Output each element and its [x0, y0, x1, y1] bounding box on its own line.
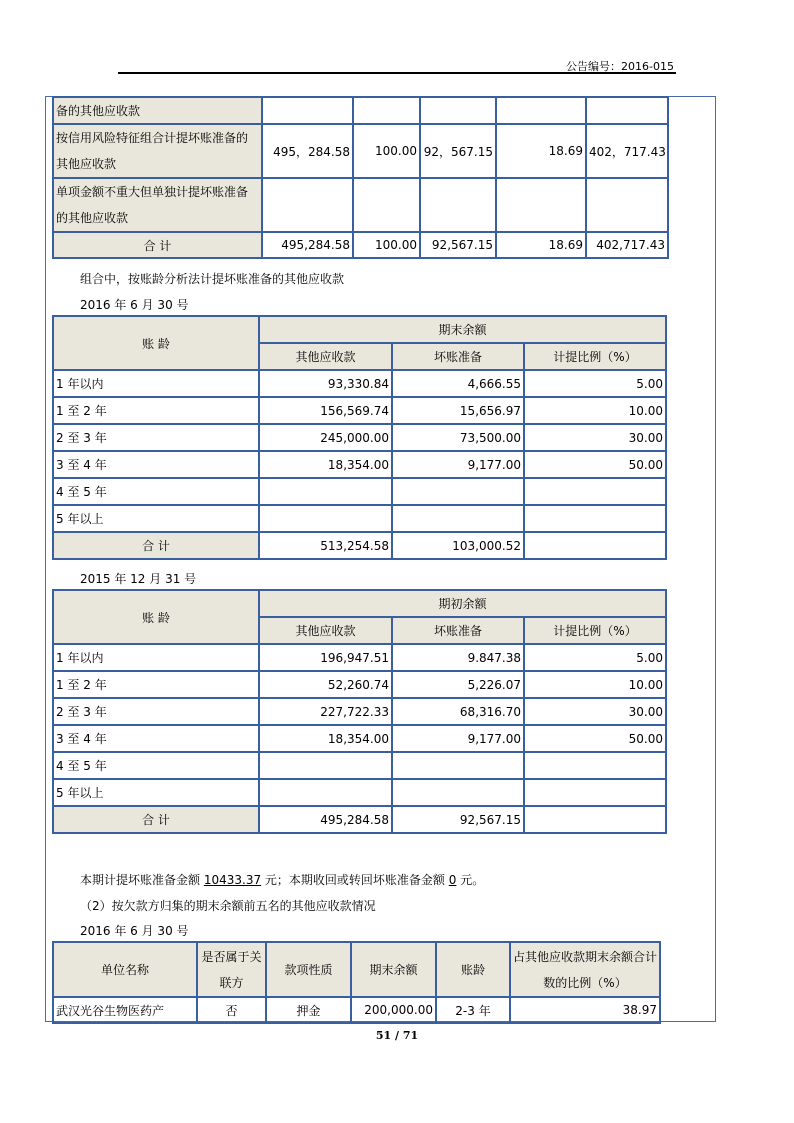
- cell: [586, 97, 668, 124]
- cell: [524, 505, 666, 532]
- page-number: 51 / 71: [375, 1029, 419, 1042]
- table-row: [53, 97, 668, 124]
- cell: 38.97: [510, 997, 660, 1023]
- col-header: 坏账准备: [392, 617, 524, 644]
- cell: 否: [197, 997, 266, 1023]
- cell: 18.69: [496, 232, 586, 258]
- cell: [353, 97, 420, 124]
- cell: 196,947.51: [259, 644, 392, 671]
- cell: [524, 478, 666, 505]
- cell: [392, 505, 524, 532]
- table-row: [53, 178, 668, 232]
- cell: [259, 478, 392, 505]
- cell: 2 至 3 年: [53, 424, 259, 451]
- cell: 495,284.58: [259, 806, 392, 833]
- cell: 9,177.00: [392, 725, 524, 752]
- cell: 103,000.52: [392, 532, 524, 559]
- cell: [420, 97, 496, 124]
- table-header-row: [53, 590, 666, 617]
- table-row: [53, 424, 666, 451]
- total-row: [53, 532, 666, 559]
- col-header: 占其他应收款期末余额合计数的比例（%）: [510, 942, 660, 997]
- cell: 3 至 4 年: [53, 725, 259, 752]
- table-row: [53, 752, 666, 779]
- table-row: [53, 505, 666, 532]
- col-header: 单位名称: [53, 942, 197, 997]
- cell: 5 年以上: [53, 779, 259, 806]
- date-label: 2016 年 6 月 30 号: [80, 924, 189, 938]
- col-header: 坏账准备: [392, 343, 524, 370]
- total-row: [53, 806, 666, 833]
- cell: 5,226.07: [392, 671, 524, 698]
- text: 元。: [456, 873, 485, 887]
- cell: 15,656.97: [392, 397, 524, 424]
- cell: 1 年以内: [53, 370, 259, 397]
- table-row: [53, 698, 666, 725]
- table-row: [53, 370, 666, 397]
- cell: [496, 97, 586, 124]
- cell: 4 至 5 年: [53, 478, 259, 505]
- table-header-row: [53, 316, 666, 343]
- cell: 武汉光谷生物医药产: [53, 997, 197, 1023]
- cell: 合 计: [53, 532, 259, 559]
- text: 元；本期收回或转回坏账准备金额: [261, 873, 449, 887]
- provision-amount: 10433.37: [203, 873, 262, 887]
- cell: 402,717.43: [586, 232, 668, 258]
- cell: [586, 178, 668, 232]
- col-header: 计提比例（%）: [524, 617, 666, 644]
- cell: 9.847.38: [392, 644, 524, 671]
- cell: [392, 752, 524, 779]
- cell: 1 至 2 年: [53, 397, 259, 424]
- cell: 495,284.58: [262, 232, 353, 258]
- cell: [524, 806, 666, 833]
- aging-method-heading: 组合中，按账龄分析法计提坏账准备的其他应收款: [80, 272, 345, 286]
- cell: 5 年以上: [53, 505, 259, 532]
- aging-table-end: [52, 315, 667, 560]
- cell: [353, 178, 420, 232]
- row-label: 合 计: [53, 232, 262, 258]
- cell: 1 年以内: [53, 644, 259, 671]
- top-five-debtors-table: [52, 941, 661, 1024]
- cell: 513,254.58: [259, 532, 392, 559]
- section-heading: （2）按欠款方归集的期末余额前五名的其他应收款情况: [80, 899, 376, 913]
- cell: 5.00: [524, 644, 666, 671]
- cell: [524, 532, 666, 559]
- col-header: 款项性质: [266, 942, 351, 997]
- col-header-group: 期初余额: [259, 590, 666, 617]
- row-label: 按信用风险特征组合计提坏账准备的其他应收款: [53, 124, 262, 178]
- col-header: 计提比例（%）: [524, 343, 666, 370]
- cell: 100.00: [353, 124, 420, 178]
- cell: [259, 752, 392, 779]
- cell: 押金: [266, 997, 351, 1023]
- cell: 2 至 3 年: [53, 698, 259, 725]
- col-header: 其他应收款: [259, 343, 392, 370]
- notice-number: 公告编号：2016-015: [566, 60, 674, 73]
- aging-table-begin: [52, 589, 667, 834]
- col-header: 其他应收款: [259, 617, 392, 644]
- cell: 227,722.33: [259, 698, 392, 725]
- table-row: [53, 644, 666, 671]
- table-row: [53, 478, 666, 505]
- header-rule: [118, 72, 676, 74]
- provision-summary: [80, 871, 484, 888]
- cell: 245,000.00: [259, 424, 392, 451]
- cell: 30.00: [524, 698, 666, 725]
- col-header: 期末余额: [351, 942, 436, 997]
- cell: 68,316.70: [392, 698, 524, 725]
- row-label: 单项金额不重大但单独计提坏账准备的其他应收款: [53, 178, 262, 232]
- col-header-age: 账 龄: [53, 590, 259, 644]
- col-header: 是否属于关联方: [197, 942, 266, 997]
- col-header-age: 账 龄: [53, 316, 259, 370]
- table-row: [53, 997, 660, 1023]
- cell: 93,330.84: [259, 370, 392, 397]
- cell: 73,500.00: [392, 424, 524, 451]
- table-row: [53, 779, 666, 806]
- cell: [392, 779, 524, 806]
- cell: 5.00: [524, 370, 666, 397]
- cell: [496, 178, 586, 232]
- cell: 9,177.00: [392, 451, 524, 478]
- date-label: 2015 年 12 月 31 号: [80, 572, 197, 586]
- cell: [392, 478, 524, 505]
- cell: 92,567.15: [420, 232, 496, 258]
- date-label: 2016 年 6 月 30 号: [80, 298, 189, 312]
- col-header: 账龄: [436, 942, 510, 997]
- cell: 3 至 4 年: [53, 451, 259, 478]
- cell: 10.00: [524, 397, 666, 424]
- table-row: [53, 671, 666, 698]
- cell: 合 计: [53, 806, 259, 833]
- cell: 495，284.58: [262, 124, 353, 178]
- cell: 2-3 年: [436, 997, 510, 1023]
- cell: [262, 97, 353, 124]
- table-header-row: [53, 942, 660, 997]
- cell: 200,000.00: [351, 997, 436, 1023]
- cell: 18.69: [496, 124, 586, 178]
- table-row: [53, 451, 666, 478]
- cell: 92，567.15: [420, 124, 496, 178]
- cell: 92,567.15: [392, 806, 524, 833]
- cell: 52,260.74: [259, 671, 392, 698]
- cell: 18,354.00: [259, 725, 392, 752]
- cell: 156,569.74: [259, 397, 392, 424]
- cell: [420, 178, 496, 232]
- reversal-amount: 0: [448, 873, 457, 887]
- table-row: [53, 397, 666, 424]
- cell: 50.00: [524, 451, 666, 478]
- text: 本期计提坏账准备金额: [80, 873, 204, 887]
- cell: 402，717.43: [586, 124, 668, 178]
- cell: 4 至 5 年: [53, 752, 259, 779]
- cell: [259, 779, 392, 806]
- row-label: 备的其他应收款: [53, 97, 262, 124]
- cell: 1 至 2 年: [53, 671, 259, 698]
- table-row: [53, 725, 666, 752]
- cell: [524, 752, 666, 779]
- col-header-group: 期末余额: [259, 316, 666, 343]
- table-row: [53, 124, 668, 178]
- cell: [259, 505, 392, 532]
- cell: 30.00: [524, 424, 666, 451]
- cell: 10.00: [524, 671, 666, 698]
- cell: [524, 779, 666, 806]
- total-row: [53, 232, 668, 258]
- cell: 4,666.55: [392, 370, 524, 397]
- cell: [262, 178, 353, 232]
- cell: 50.00: [524, 725, 666, 752]
- bad-debt-category-table: [52, 96, 669, 259]
- cell: 18,354.00: [259, 451, 392, 478]
- cell: 100.00: [353, 232, 420, 258]
